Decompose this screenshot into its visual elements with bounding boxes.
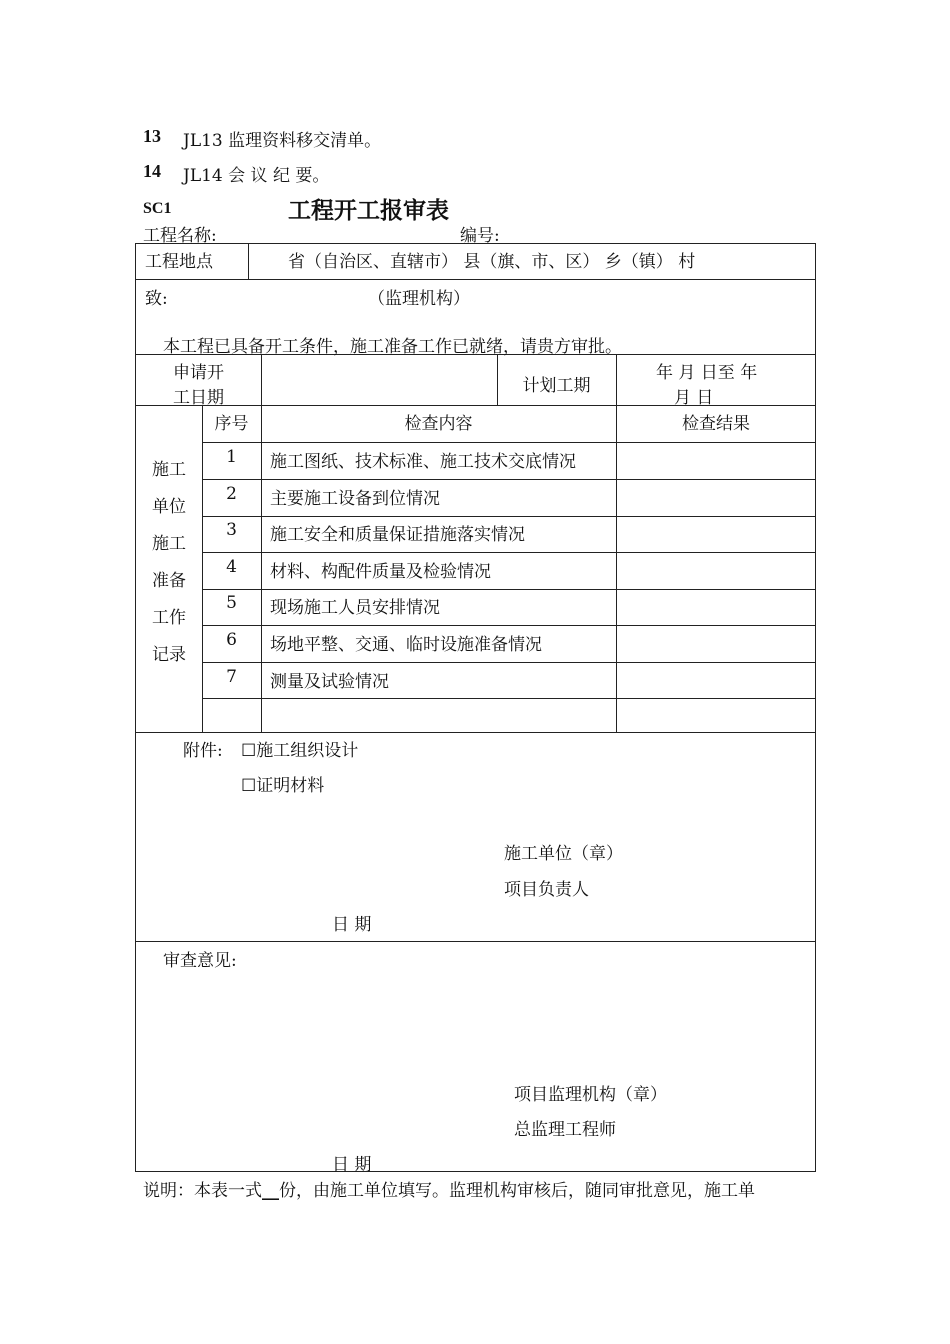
attachments-label: 附件: [183, 741, 223, 761]
date-label-supervision: 日 期 [332, 1155, 372, 1175]
project-manager: 项目负责人 [504, 880, 589, 900]
row-divider [202, 662, 816, 663]
project-name-label: 工程名称: [143, 226, 217, 246]
row-seq: 7 [226, 667, 237, 687]
to-org: （监理机构） [368, 289, 470, 309]
row-content: 场地平整、交通、临时设施准备情况 [270, 635, 542, 655]
row-divider [202, 442, 816, 443]
list-number-14: 14 [143, 161, 161, 181]
section-label-line: 记录 [152, 645, 186, 665]
section-label-line: 准备 [152, 571, 186, 591]
col-divider [248, 243, 249, 279]
col-divider [261, 354, 262, 405]
row-divider [135, 732, 816, 733]
row-divider [202, 479, 816, 480]
row-divider [202, 552, 816, 553]
row-divider [202, 516, 816, 517]
contractor-seal: 施工单位（章） [504, 844, 623, 864]
row-divider [202, 589, 816, 590]
form-note [143, 1176, 755, 1201]
row-content: 测量及试验情况 [270, 672, 389, 692]
form-title: 工程开工报审表 [288, 198, 449, 224]
section-label-line: 施工 [152, 534, 186, 554]
note-suffix: 份，由施工单位填写。监理机构审核后，随同审批意见，施工单 [279, 1181, 755, 1201]
supervision-seal: 项目监理机构（章） [514, 1085, 667, 1105]
row-divider [135, 279, 816, 280]
row-divider [202, 698, 816, 699]
row-seq: 2 [226, 484, 237, 504]
list-number-13: 13 [143, 126, 161, 146]
plan-period-line1: 年 月 日至 年 [656, 363, 758, 383]
section-label-line: 工作 [152, 608, 186, 628]
col-divider [261, 405, 262, 732]
chief-engineer: 总监理工程师 [514, 1120, 616, 1140]
note-prefix: 说明：本表一式 [143, 1181, 262, 1201]
header-seq: 序号 [214, 414, 249, 434]
row-seq: 6 [226, 630, 237, 650]
row-divider [135, 941, 816, 942]
col-divider [616, 405, 617, 732]
row-content: 主要施工设备到位情况 [270, 489, 440, 509]
location-value: 省（自治区、直辖市） 县（旗、市、区） 乡（镇） 村 [288, 252, 696, 272]
statement: 本工程已具备开工条件，施工准备工作已就绪，请贵方审批。 [163, 337, 622, 357]
row-content: 施工图纸、技术标准、施工技术交底情况 [270, 452, 576, 472]
section-label-line: 施工 [152, 460, 186, 480]
row-content: 施工安全和质量保证措施落实情况 [270, 525, 525, 545]
to-label: 致: [145, 289, 168, 309]
header-content: 检查内容 [404, 414, 473, 434]
header-result: 检查结果 [682, 414, 750, 434]
row-seq: 3 [226, 520, 237, 540]
section-label-line: 单位 [152, 497, 186, 517]
note-blank: __ [262, 1181, 279, 1201]
list-item-14: JL14 会 议 纪 要。 [183, 166, 330, 186]
location-label: 工程地点 [145, 252, 213, 272]
attachment-checkbox-proof[interactable]: ☐证明材料 [241, 776, 325, 796]
plan-period-line2: 月 日 [674, 388, 714, 408]
plan-period-label: 计划工期 [522, 376, 591, 396]
col-divider [616, 354, 617, 405]
row-seq: 4 [226, 557, 237, 577]
date-label-contractor: 日 期 [332, 915, 372, 935]
apply-date-label-2: 工日期 [173, 388, 224, 408]
apply-date-label-1: 申请开 [173, 363, 224, 383]
row-divider [202, 625, 816, 626]
number-label: 编号: [460, 226, 500, 246]
row-content: 现场施工人员安排情况 [270, 598, 440, 618]
attachment-checkbox-design[interactable]: ☐施工组织设计 [241, 741, 359, 761]
row-seq: 1 [226, 447, 237, 467]
form-code: SC1 [143, 200, 172, 217]
row-content: 材料、构配件质量及检验情况 [270, 562, 491, 582]
section-label [136, 452, 202, 674]
list-item-13: JL13 监理资料移交清单。 [183, 131, 382, 151]
review-label: 审查意见: [163, 951, 237, 971]
row-seq: 5 [226, 593, 237, 613]
